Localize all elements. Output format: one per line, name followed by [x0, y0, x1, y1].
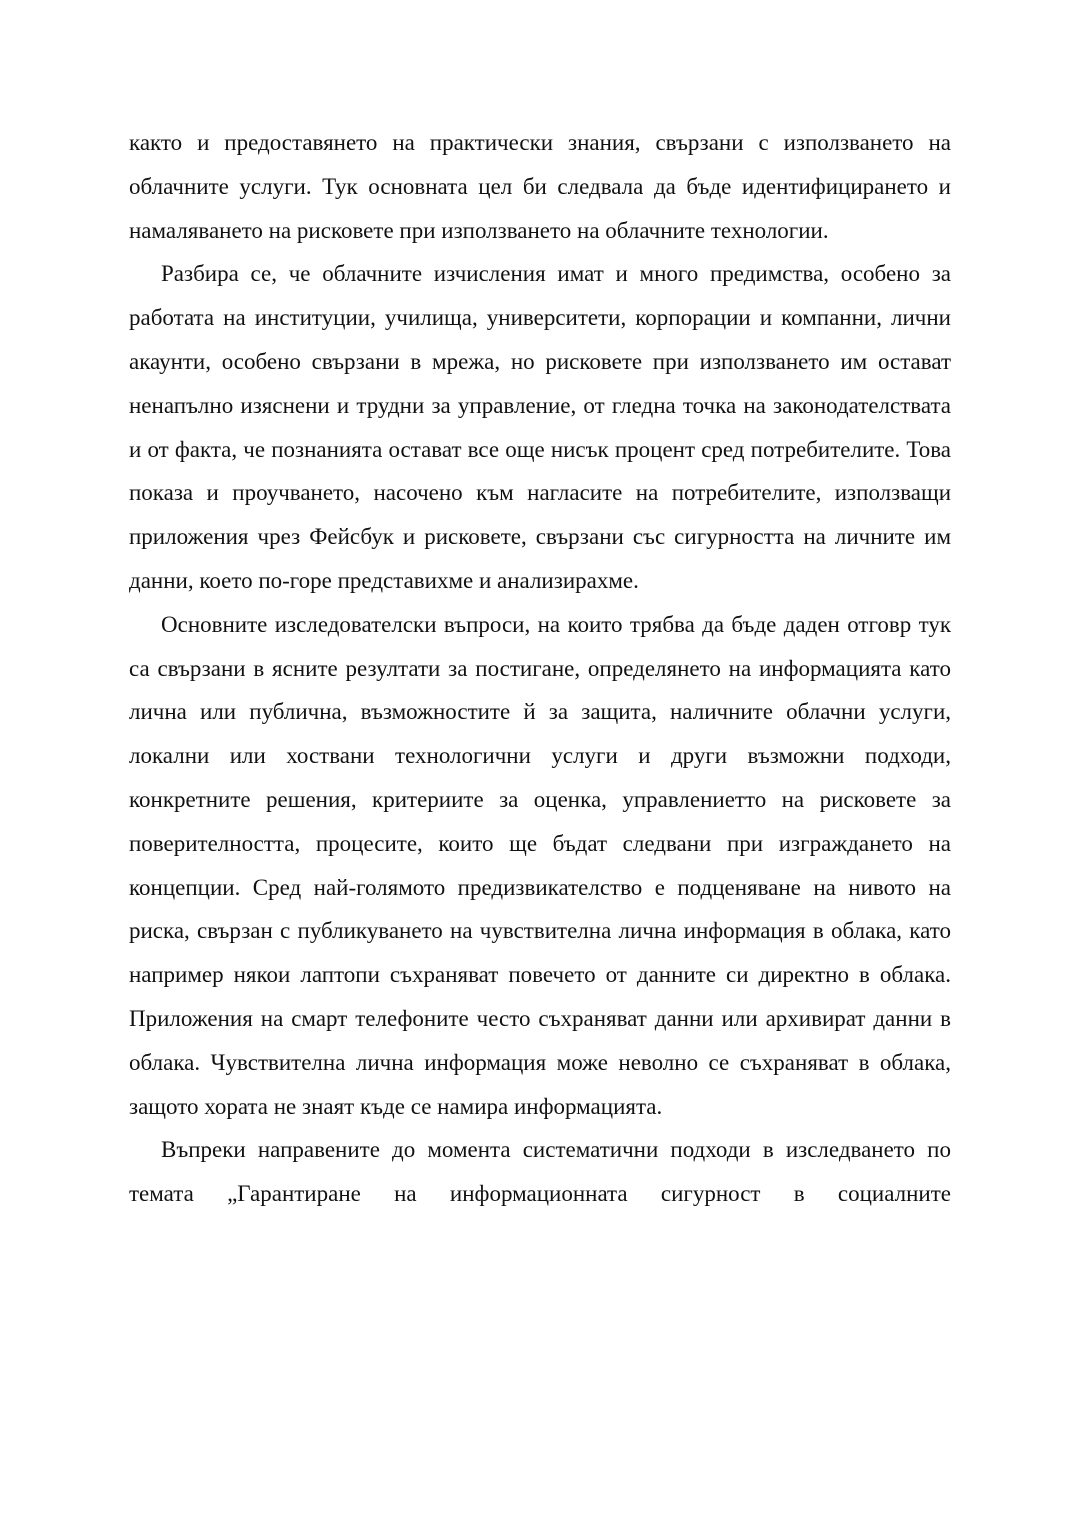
paragraph-continued: както и предоставянето на практически знания, свързани с използването на облачните услуги. Тук основната цел би следвала да бъде идентифицирането и намаляването на рисковете при използването на облачните технологии.	[129, 130, 951, 243]
paragraph: Основните изследователски въпроси, на които трябва да бъде даден отговр тук са свързани в ясните резултати за постигане, определянето на информацията като лична или публична, възможностите й за защита, наличните облачни услуги, локални или хоствани технологични услуги и други възможни подходи, конкретните решения, критериите за оценка, управлениетто на рисковете за поверителността, процесите, които ще бъдат следвани при изграждането на концепции. Сред най-голямото предизвикателство е подценяване на нивото на риска, свързан с публикуването на чувствителна лична информация в облака, като например някои лаптопи съхраняват повечето от данните си директно в облака. Приложения на смарт телефоните често съхраняват данни или архивират данни в облака. Чувствителна лична информация може неволно се съхраняват в облака, защото хората не знаят къде се намира информацията.	[129, 611, 951, 1119]
paragraph: Разбира се, че облачните изчисления имат и много предимства, особено за работата на институции, училища, университети, корпорации и компанни, лични акаунти, особено свързани в мрежа, но рисковете при използването им остават ненапълно изяснени и трудни за управление, от гледна точка на законодателствата и от факта, че познанията остават все още нисък процент сред потребителите. Това показа и проучването, насочено към нагласите на потребителите, използващи приложения чрез Фейсбук и рисковете, свързани със сигурността на личните им данни, което по-горе представихме и анализирахме.	[129, 261, 951, 593]
body-text	[129, 121, 951, 1216]
paragraph-cut: Въпреки направените до момента систематични подходи в изследването по темата „Гарантиране на информационната сигурност в социалните	[129, 1137, 951, 1207]
